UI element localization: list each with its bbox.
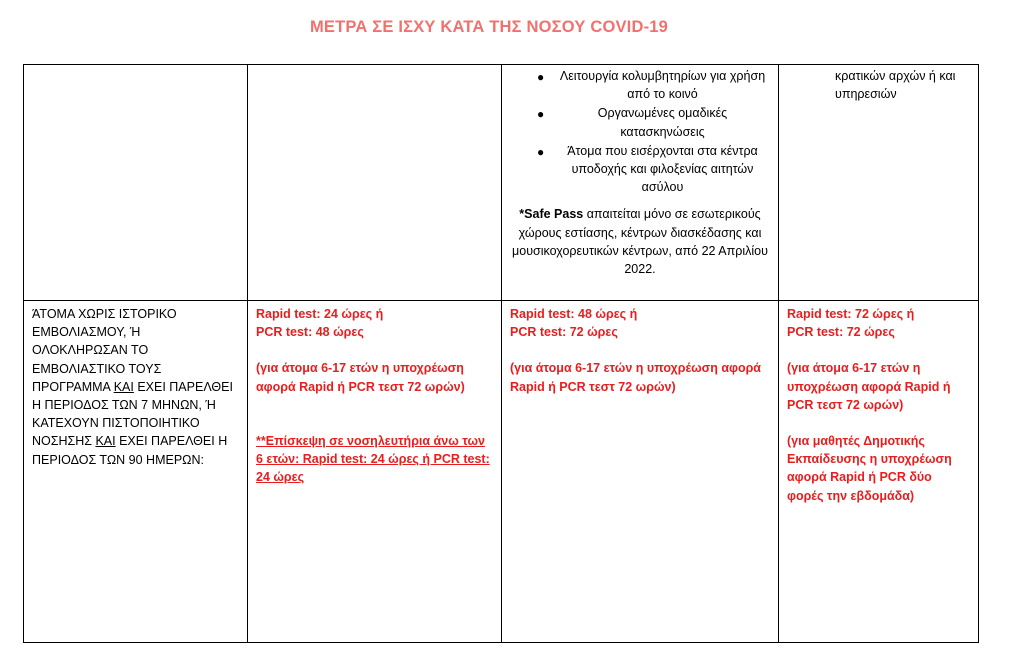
- list-item: ● Λειτουργία κολυμβητηρίων για χρήση από το κοινό: [537, 69, 766, 102]
- measures-table: [23, 64, 979, 643]
- bullet-icon: ●: [537, 144, 545, 159]
- rapid-test-requirement: Rapid test: 48 ώρες ή: [510, 307, 638, 321]
- document-title: ΜΕΤΡΑ ΣΕ ΙΣΧΥ ΚΑΤΑ ΤΗΣ ΝΟΣΟΥ COVID-19: [309, 18, 669, 36]
- venue-list: [510, 67, 770, 196]
- pcr-test-requirement: PCR test: 48 ώρες: [256, 325, 364, 340]
- bullet-icon: ●: [537, 107, 545, 122]
- table-cell-requirements-a: [248, 301, 502, 643]
- table-row: [24, 301, 979, 643]
- hospital-visit-note: **Επίσκεψη σε νοσηλευτήρια άνω των 6 ετών: Rapid test: 24 ώρες ή PCR test: 24 ώρες: [256, 433, 490, 485]
- rapid-test-requirement: Rapid test: 72 ώρες ή: [787, 307, 915, 321]
- pcr-test-requirement: PCR test: 72 ώρες: [787, 325, 895, 340]
- table-cell-authorities: [779, 65, 979, 301]
- table-cell-requirements-b: [502, 301, 779, 643]
- table-cell-group: [24, 301, 248, 643]
- list-item: ● Οργανωμένες ομαδικές κατασκηνώσεις: [537, 106, 728, 139]
- table-cell-empty: [24, 65, 248, 301]
- continued-text: κρατικών αρχών ή και υπηρεσιών: [835, 69, 956, 102]
- list-item: ● Άτομα που εισέρχονται στα κέντρα υποδοχής και φιλοξενίας αιτητών ασύλου: [537, 143, 758, 195]
- minors-requirement: (για άτομα 6-17 ετών η υποχρέωση αφορά Rapid ή PCR τεστ 72 ωρών): [787, 361, 951, 412]
- rapid-test-requirement: Rapid test: 24 ώρες ή: [256, 307, 384, 321]
- safe-pass-note: *Safe Pass απαιτείται μόνο σε εσωτερικούς χώρους εστίασης, κέντρων διασκέδασης και μουσικοχορευτικών κέντρων, από 22 Απριλίου 2022.: [512, 207, 768, 277]
- group-heading: ΆΤΟΜΑ ΧΩΡΙΣ ΙΣΤΟΡΙΚΟ ΕΜΒΟΛΙΑΣΜΟΥ, Ή ΟΛΟΚΛΗΡΩΣΑΝ ΤΟ ΕΜΒΟΛΙΑΣΤΙΚΟ ΤΟΥΣ ΠΡΟΓΡΑΜΜΑ ΚΑΙ ΕΧΕΙ ΠΑΡΕΛΘΕΙ Η ΠΕΡΙΟΔΟΣ ΤΩΝ 7 ΜΗΝΩΝ, Ή ΚΑΤΕΧΟΥΝ ΠΙΣΤΟΠΟΙΗΤΙΚΟ ΝΟΣΗΣΗΣ ΚΑΙ ΕΧΕΙ ΠΑΡΕΛΘΕΙ Η ΠΕΡΙΟΔΟΣ ΤΩΝ 90 ΗΜΕΡΩΝ:: [32, 307, 233, 467]
- table-cell-venues: [502, 65, 779, 301]
- table-cell-empty: [248, 65, 502, 301]
- minors-requirement: (για άτομα 6-17 ετών η υποχρέωση αφορά Rapid ή PCR τεστ 72 ωρών): [510, 361, 761, 394]
- bullet-icon: ●: [537, 70, 545, 84]
- table-cell-requirements-c: [779, 301, 979, 643]
- minors-requirement: (για άτομα 6-17 ετών η υποχρέωση αφορά Rapid ή PCR τεστ 72 ωρών): [256, 361, 465, 394]
- pupils-requirement: (για μαθητές Δημοτικής Εκπαίδευσης η υποχρέωση αφορά Rapid ή PCR δύο φορές την εβδομάδα): [787, 434, 952, 503]
- table-row: [24, 65, 979, 301]
- pcr-test-requirement: PCR test: 72 ώρες: [510, 325, 618, 340]
